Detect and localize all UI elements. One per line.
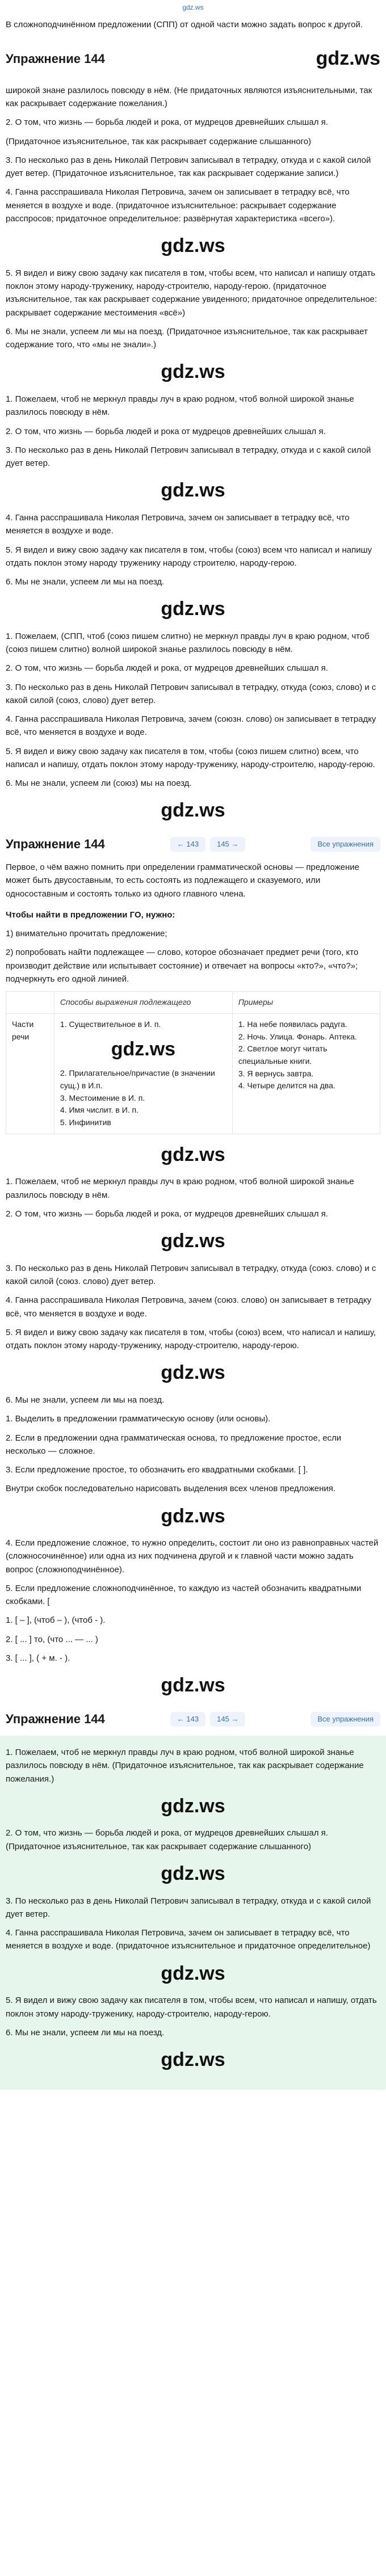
- way-item: 5. Инфинитив: [60, 1118, 111, 1127]
- theory-step: 2) попробовать найти подлежащее — слово, которое обозначает предмет речи (того, кто производит действие или испытывает состояние) и отвечает на вопросы «кто?», «что?»; подчеркнуть его одной линией.: [6, 948, 359, 984]
- watermark: gdz.ws: [161, 1962, 225, 1984]
- rule-item: 1. [ – ], (чтоб – ), (чтоб - ).: [6, 1615, 106, 1626]
- watermark: gdz.ws: [161, 1362, 225, 1384]
- paragraph: 3. По несколько раз в день Николай Петрович записывал в тетрадку, откуда и с какой силой дует ветер. (Придаточное изъяснительное, так как раскрывает содержание записи.): [6, 155, 371, 179]
- paragraph: 6. Мы не знали, успеем ли мы на поезд. (Придаточное изъяснительное, так как раскрывает содержание того, что «мы не знали».): [6, 326, 368, 350]
- way-item: 2. Прилагательное/причастие (в значении сущ.) в И.п.: [60, 1068, 215, 1090]
- theory-how-title: Чтобы найти в предложении ГО, нужно:: [6, 910, 175, 920]
- watermark: gdz.ws: [161, 1795, 225, 1817]
- exercise-header: [6, 40, 380, 77]
- paragraph: 1. Пожелаем, чтоб не меркнул правды луч в краю родном, чтоб волной широкой знанье разлилось повсюду в нём.: [6, 394, 354, 418]
- watermark: gdz.ws: [161, 361, 225, 383]
- rule-item: 4. Если предложение сложное, то нужно определить, состоит ли оно из равноправных частей (сложносочинённое) или одна из них подчинена другой и к главной части можно задать вопрос (сложноподчинённое).: [6, 1538, 379, 1575]
- example-item: 1. На небе появилась радуга.: [238, 1019, 347, 1029]
- rule-item: 3. Если предложение простое, то обозначить его квадратными скобками. [ ].: [6, 1465, 308, 1475]
- example-item: 2. Светлое могут читать специальные книги.: [238, 1044, 328, 1066]
- way-item: 3. Местоимение в И. п.: [60, 1093, 145, 1102]
- watermark: gdz.ws: [161, 1230, 225, 1252]
- way-item: 4. Имя числит. в И. п.: [60, 1105, 139, 1115]
- nav-buttons: [170, 1712, 246, 1727]
- section-1: [6, 18, 380, 826]
- paragraph: 3. По несколько раз в день Николай Петрович записывал в тетрадку, откуда и с какой силой дует ветер.: [6, 445, 371, 469]
- next-exercise-button[interactable]: 145 →: [210, 837, 245, 852]
- prev-exercise-button[interactable]: ← 143: [170, 1712, 205, 1727]
- paragraph: 4. Ганна расспрашивала Николая Петровича, зачем (союз. слово) он записывает в тетрадку всё, что меняется в воздухе и воде.: [6, 1295, 372, 1319]
- nav-buttons: [170, 837, 246, 852]
- paragraph: 3. По несколько раз в день Николай Петрович записывал в тетрадку, откуда (союз. слово) и с какой силой (союз. слово) дует ветер.: [6, 1263, 376, 1287]
- exercise-nav-header: [6, 835, 380, 854]
- table-row: [6, 1013, 380, 1134]
- ways-cell: [54, 1013, 232, 1134]
- watermark: gdz.ws: [161, 799, 225, 822]
- example-item: 4. Четыре делится на два.: [238, 1081, 335, 1091]
- watermark: gdz.ws: [161, 2049, 225, 2071]
- rule-item: 5. Если предложение сложноподчинённое, то каждую из частей обозначить квадратными скобками. [: [6, 1583, 362, 1607]
- example-item: 2. Ночь. Улица. Фонарь. Аптека.: [238, 1032, 357, 1041]
- paragraph: 5. Я видел и вижу свою задачу как писателя в том, чтобы (союз пишем слитно) всем, что написал и напишу, отдать поклон этому народу-труженику, народу-строителю, народу-герою.: [6, 746, 375, 769]
- watermark: gdz.ws: [161, 1505, 225, 1527]
- rules-section: [6, 1412, 380, 1701]
- rule-item: 3. [ ... ], ( + м. - ).: [6, 1653, 70, 1663]
- paragraph: 6. Мы не знали, успеем ли мы на поезд.: [6, 577, 165, 587]
- paragraph: (Придаточное изъяснительное, так как раскрывает содержание слышанного): [6, 136, 312, 146]
- example-item: 3. Я вернусь завтра.: [238, 1068, 314, 1078]
- theory-section: [6, 861, 380, 1169]
- paragraph: 4. Ганна расспрашивала Николая Петровича, зачем он записывает в тетрадку всё, что меняется в воздухе и воде. (придаточное изъяснительное: раскрывает содержание расспросов; придаточное определительное: развёрнутая характеристика «всего»).: [6, 187, 350, 224]
- table-header-row: [6, 992, 380, 1014]
- paragraph: 6. Мы не знали, успеем ли мы на поезд.: [6, 1395, 165, 1405]
- paragraph: 6. Мы не знали, успеем ли (союз) мы на поезд.: [6, 778, 192, 789]
- rule-item: 1. Выделить в предложении грамматическую основу (или основы).: [6, 1414, 271, 1424]
- table-header: Способы выражения подлежащего: [54, 992, 232, 1014]
- paragraph: 5. Я видел и вижу свою задачу как писателя в том, чтобы (союз) всем, что написал и напишу, отдать поклон этому народу-труженику, народу-строителю, народу-герою.: [6, 1327, 376, 1351]
- watermark: gdz.ws: [161, 1862, 225, 1884]
- paragraph: 3. По несколько раз в день Николай Петрович записывал в тетрадку, откуда (союз, слово) и с какой силой (союз, слово) дует ветер.: [6, 682, 376, 705]
- answer-item: 5. Я видел и вижу свою задачу как писателя в том, чтобы всем, что написал и напишу, отдать поклон этому народу-труженику, народу-строителю, народу-герою.: [6, 1996, 377, 2019]
- section-2: [6, 1175, 380, 1407]
- subject-table: [6, 991, 380, 1134]
- watermark: gdz.ws: [161, 479, 225, 502]
- prev-exercise-button[interactable]: ← 143: [170, 837, 205, 852]
- next-exercise-button[interactable]: 145 →: [210, 1712, 245, 1727]
- theory-step: 1) внимательно прочитать предложение;: [6, 929, 167, 939]
- theory-intro: Первое, о чём важно помнить при определении грамматической основы — предложение может быть двусоставным, то есть состоять из подлежащего и сказуемого, или односоставным и состоять только из одного главного члена.: [6, 862, 360, 899]
- paragraph: 1. Пожелаем, (СПП, чтоб (союз пишем слитно) не меркнул правды луч в краю родном, чтоб (союз пишем слитно) волной широкой знанье разлилось повсюду в нём.: [6, 631, 370, 655]
- paragraph: 5. Я видел и вижу свою задачу как писателя в том, чтобы (союз) всем что написал и напишу отдать поклон этому народу труженику народу строителю, народу-герою.: [6, 545, 372, 568]
- paragraph: 5. Я видел и вижу свою задачу как писателя в том, чтобы всем, что написал и напишу отдать поклон этому народу-труженику, народу-строителю, народу-герою. (придаточное изъяснительное, так как раскрывает содержание увиденного; придаточное определительное: раскрывает содержание местоимения «всё»): [6, 268, 377, 318]
- paragraph: 2. О том, что жизнь — борьба людей и рока от мудрецов древнейших слышал я.: [6, 426, 326, 436]
- site-link[interactable]: gdz.ws: [182, 3, 204, 11]
- paragraph: 2. О том, что жизнь — борьба людей и рока, от мудрецов древнейших слышал я.: [6, 117, 328, 128]
- watermark: gdz.ws: [161, 1674, 225, 1697]
- watermark: gdz.ws: [161, 598, 225, 620]
- watermark: gdz.ws: [161, 1143, 225, 1165]
- paragraph: 4. Ганна расспрашивала Николая Петровича, зачем (союзн. слово) он записывает в тетрадку всё, что меняется в воздухе и воде.: [6, 714, 376, 738]
- answer-item: 1. Пожелаем, чтоб не меркнул правды луч в краю родном, чтоб волной широкой знанье разлилось повсюду в нём. (Придаточное изъяснительное, так как раскрывает содержание пожелания.): [6, 1748, 364, 1784]
- rule-item: 2. Если в предложении одна грамматическая основа, то предложение простое, если несколько — сложное.: [6, 1433, 342, 1456]
- watermark: gdz.ws: [161, 235, 225, 257]
- all-exercises-link[interactable]: Все упражнения: [311, 1712, 380, 1727]
- rule-item: 2. [ ... ] то, (что ... — ... ): [6, 1634, 98, 1644]
- paragraph: 2. О том, что жизнь — борьба людей и рока, от мудрецов древнейших слышал я.: [6, 663, 328, 674]
- answer-item: 2. О том, что жизнь — борьба людей и рока, от мудрецов древнейших слышал я. (Придаточное изъяснительное, так как раскрывает содержание слышанного): [6, 1828, 328, 1851]
- paragraph: 4. Ганна расспрашивала Николая Петровича, зачем он записывает в тетрадку всё, что меняется в воздухе и воде.: [6, 513, 350, 536]
- exercise-title: Упражнение 144: [6, 1711, 105, 1726]
- answer-item: 3. По несколько раз в день Николай Петрович записывал в тетрадку, откуда и с какой силой дует ветер.: [6, 1896, 371, 1919]
- exercise-nav-header-bottom: [6, 1710, 380, 1729]
- row-label: Части речи: [6, 1013, 54, 1134]
- table-header: Примеры: [232, 992, 380, 1014]
- table-header: [6, 992, 54, 1014]
- paragraph: В сложноподчинённом предложении (СПП) от одной части можно задать вопрос к другой.: [6, 20, 363, 30]
- watermark: gdz.ws: [111, 1038, 176, 1060]
- paragraph: 2. О том, что жизнь — борьба людей и рока, от мудрецов древнейших слышал я.: [6, 1209, 328, 1219]
- exercise-title: Упражнение 144: [6, 51, 105, 66]
- examples-cell: [232, 1013, 380, 1134]
- exercise-title: Упражнение 144: [6, 837, 105, 852]
- answer-item: 6. Мы не знали, успеем ли мы на поезд.: [6, 2027, 165, 2038]
- watermark: gdz.ws: [316, 48, 380, 70]
- all-exercises-link[interactable]: Все упражнения: [311, 837, 380, 852]
- paragraph: 1. Пожелаем, чтоб не меркнул правды луч в краю родном, чтоб волной широкой знанье разлилось повсюду в нём.: [6, 1177, 354, 1200]
- paragraph: широкой знане разлилось повсюду в нём. (Не придаточных являются изъяснительными, так как раскрывает содержание пожелания.): [6, 85, 372, 109]
- way-item: 1. Существительное в И. п.: [60, 1019, 161, 1029]
- rule-item: Внутри скобок последовательно нарисовать выделения всех членов предложения.: [6, 1484, 336, 1494]
- answer-item: 4. Ганна расспрашивала Николая Петровича, зачем он записывает в тетрадку всё, что меняется в воздухе и воде. (придаточное изъяснительное и придаточное определительное): [6, 1928, 371, 1951]
- answers-section: [0, 1736, 386, 2090]
